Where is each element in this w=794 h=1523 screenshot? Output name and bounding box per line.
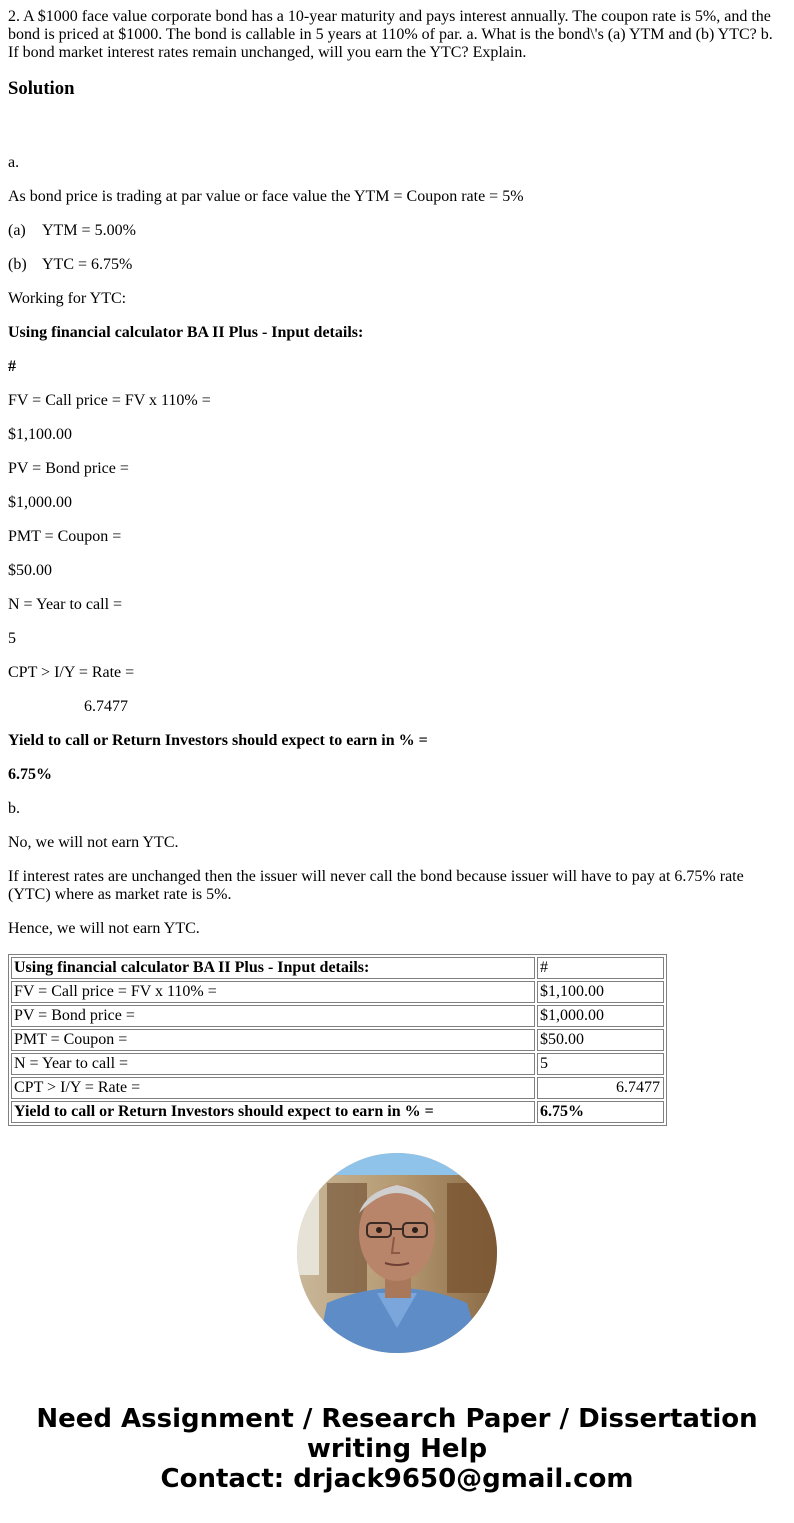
table-cell-value: 6.75% [537,1101,664,1123]
ytm-text: YTM = 5.00% [42,222,136,239]
table-cell-value: 5 [537,1053,664,1075]
calculator-table [8,954,667,1126]
table-row [11,1101,664,1123]
table-row [11,1077,664,1099]
ytc-label: (b) [8,256,27,273]
table-cell-value: $50.00 [537,1029,664,1051]
ytc-text: YTC = 6.75% [42,256,133,273]
yield-value: 6.75% [8,766,52,783]
cpt-value: 6.7477 [84,698,128,715]
pv-label: PV = Bond price = [8,460,129,477]
table-row [11,1005,664,1027]
table-cell-value: 6.7477 [537,1077,664,1099]
working-label: Working for YTC: [8,290,127,307]
table-cell-label: PMT = Coupon = [11,1029,535,1051]
calc-hash: # [8,358,16,375]
part-b-answer: No, we will not earn YTC. [8,834,179,851]
pmt-value: $50.00 [8,562,52,579]
calc-heading: Using financial calculator BA II Plus - Input details: [8,324,364,341]
footer-promo [0,1404,794,1494]
n-value: 5 [8,630,16,647]
footer-contact: Contact: drjack9650@gmail.com [160,1464,634,1494]
author-portrait-image [297,1153,497,1353]
footer-line-2: writing Help [306,1434,488,1464]
document-body [8,8,786,1126]
question-text: 2. A $1000 face value corporate bond has a 10-year maturity and pays interest annually. The coupon rate is 5%, and the bond is priced at $1000. The bond is callable in 5 years at 110% of par. a. What is the bond\'s (a) YTM and (b) YTC? b. If bond market interest rates remain unchanged, will you earn the YTC? Explain. [8,8,773,61]
table-row [11,981,664,1003]
fv-label: FV = Call price = FV x 110% = [8,392,211,409]
pv-value: $1,000.00 [8,494,72,511]
table-cell-value: $1,100.00 [537,981,664,1003]
ytm-label: (a) [8,222,26,239]
table-row [11,1029,664,1051]
table-cell-value: # [537,957,664,979]
ytc-answer [8,256,786,274]
n-label: N = Year to call = [8,596,123,613]
table-cell-label: N = Year to call = [11,1053,535,1075]
table-cell-label: CPT > I/Y = Rate = [11,1077,535,1099]
table-cell-label: FV = Call price = FV x 110% = [11,981,535,1003]
fv-value: $1,100.00 [8,426,72,443]
part-b-label: b. [8,800,20,817]
yield-label: Yield to call or Return Investors should expect to earn in % = [8,732,428,749]
ytm-answer [8,222,786,240]
cpt-label: CPT > I/Y = Rate = [8,664,135,681]
table-cell-label: PV = Bond price = [11,1005,535,1027]
table-cell-label: Yield to call or Return Investors should expect to earn in % = [11,1101,535,1123]
solution-heading: Solution [8,78,75,99]
pmt-label: PMT = Coupon = [8,528,122,545]
table-cell-label: Using financial calculator BA II Plus - Input details: [11,957,535,979]
table-cell-value: $1,000.00 [537,1005,664,1027]
table-row [11,1053,664,1075]
table-row [11,957,664,979]
part-b-explanation: If interest rates are unchanged then the issuer will never call the bond because issuer will have to pay at 6.75% rate (YTC) where as market rate is 5%. [8,868,744,903]
author-avatar [297,1153,497,1353]
part-a-intro: As bond price is trading at par value or face value the YTM = Coupon rate = 5% [8,188,524,205]
part-b-conclusion: Hence, we will not earn YTC. [8,920,200,937]
part-a-label: a. [8,154,20,171]
footer-line-1: Need Assignment / Research Paper / Dissertation [36,1404,758,1434]
